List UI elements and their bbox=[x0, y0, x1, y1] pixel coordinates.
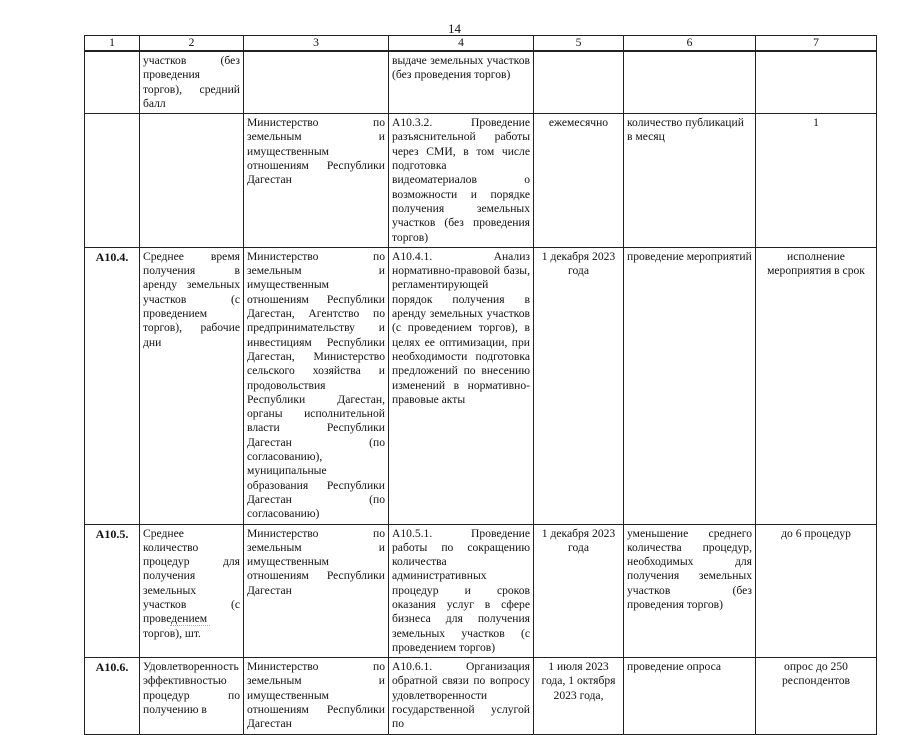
result-indicator-cell: количество публикаций в месяц bbox=[624, 114, 756, 248]
indicator-cell: Среднее количество процедур для получения земельных участков (с проведением торгов), шт. bbox=[140, 524, 244, 658]
column-header: 3 bbox=[244, 36, 389, 52]
deadline-cell: 1 декабря 2023 года bbox=[534, 247, 624, 524]
measure-cell: выдаче земельных участков (без проведения торгов) bbox=[389, 51, 534, 114]
indicator-cell bbox=[140, 114, 244, 248]
column-header: 1 bbox=[85, 36, 140, 52]
deadline-cell: 1 декабря 2023 года bbox=[534, 524, 624, 658]
responsible-cell bbox=[244, 51, 389, 114]
table-row bbox=[85, 114, 877, 248]
measure-cell: А10.6.1. Организация обратной связи по вопросу удовлетворенности государственной услугой по bbox=[389, 658, 534, 734]
row-code: А10.4. bbox=[85, 247, 140, 524]
target-value-cell: опрос до 250 респондентов bbox=[756, 658, 877, 734]
scan-mark bbox=[170, 625, 210, 627]
target-value-cell: исполнение мероприятия в срок bbox=[756, 247, 877, 524]
measure-cell: А10.5.1. Проведение работы по сокращению количества административных процедур и сроков оказания услуг в сфере бизнеса для получения земельных участков (с проведением торгов) bbox=[389, 524, 534, 658]
responsible-cell: Министерство по земельным и имущественным отношениям Республики Дагестан bbox=[244, 524, 389, 658]
table-row bbox=[85, 524, 877, 658]
deadline-cell: 1 июля 2023 года, 1 октября 2023 года, bbox=[534, 658, 624, 734]
indicator-cell: Среднее время получения в аренду земельных участков (с проведением торгов), рабочие дни bbox=[140, 247, 244, 524]
row-code: А10.6. bbox=[85, 658, 140, 734]
measure-cell: А10.3.2. Проведение разъяснительной работы через СМИ, в том числе подготовка видеоматериалов о возможности и порядке получения земельных участков (без проведения торгов) bbox=[389, 114, 534, 248]
column-header: 4 bbox=[389, 36, 534, 52]
table-row bbox=[85, 247, 877, 524]
target-value-cell: 1 bbox=[756, 114, 877, 248]
table-row bbox=[85, 51, 877, 114]
indicator-cell: участков (без проведения торгов), средний балл bbox=[140, 51, 244, 114]
column-header: 5 bbox=[534, 36, 624, 52]
indicator-cell: Удовлетворенность эффективностью процедур по получению в bbox=[140, 658, 244, 734]
header-row bbox=[85, 36, 877, 52]
deadline-cell bbox=[534, 51, 624, 114]
column-header: 2 bbox=[140, 36, 244, 52]
page-number: 14 bbox=[448, 21, 461, 36]
responsible-cell: Министерство по земельным и имущественным отношениям Республики Дагестан bbox=[244, 658, 389, 734]
result-indicator-cell: проведение опроса bbox=[624, 658, 756, 734]
measures-table bbox=[84, 35, 877, 735]
row-code bbox=[85, 114, 140, 248]
responsible-cell: Министерство по земельным и имущественным отношениям Республики Дагестан, Агентство по предпринимательству и инвестициям Республики Дагестан, Министерство сельского хозяйства и продовольствия Республики Дагестан, органы исполнительной власти Республики Дагестан (по согласованию), муниципальные образования Республики Дагестан (по согласованию) bbox=[244, 247, 389, 524]
column-header: 6 bbox=[624, 36, 756, 52]
target-value-cell: до 6 процедур bbox=[756, 524, 877, 658]
row-code: А10.5. bbox=[85, 524, 140, 658]
result-indicator-cell: уменьшение среднего количества процедур, необходимых для получения земельных участков (без проведения торгов) bbox=[624, 524, 756, 658]
target-value-cell bbox=[756, 51, 877, 114]
row-code bbox=[85, 51, 140, 114]
result-indicator-cell bbox=[624, 51, 756, 114]
deadline-cell: ежемесячно bbox=[534, 114, 624, 248]
result-indicator-cell: проведение мероприятий bbox=[624, 247, 756, 524]
column-header: 7 bbox=[756, 36, 877, 52]
measure-cell: А10.4.1. Анализ нормативно-правовой базы, регламентирующей порядок получения в аренду земельных участков (с проведением торгов), в целях ее оптимизации, при необходимости подготовка предложений по внесению изменений в нормативно-правовые акты bbox=[389, 247, 534, 524]
table-row bbox=[85, 658, 877, 734]
responsible-cell: Министерство по земельным и имущественным отношениям Республики Дагестан bbox=[244, 114, 389, 248]
